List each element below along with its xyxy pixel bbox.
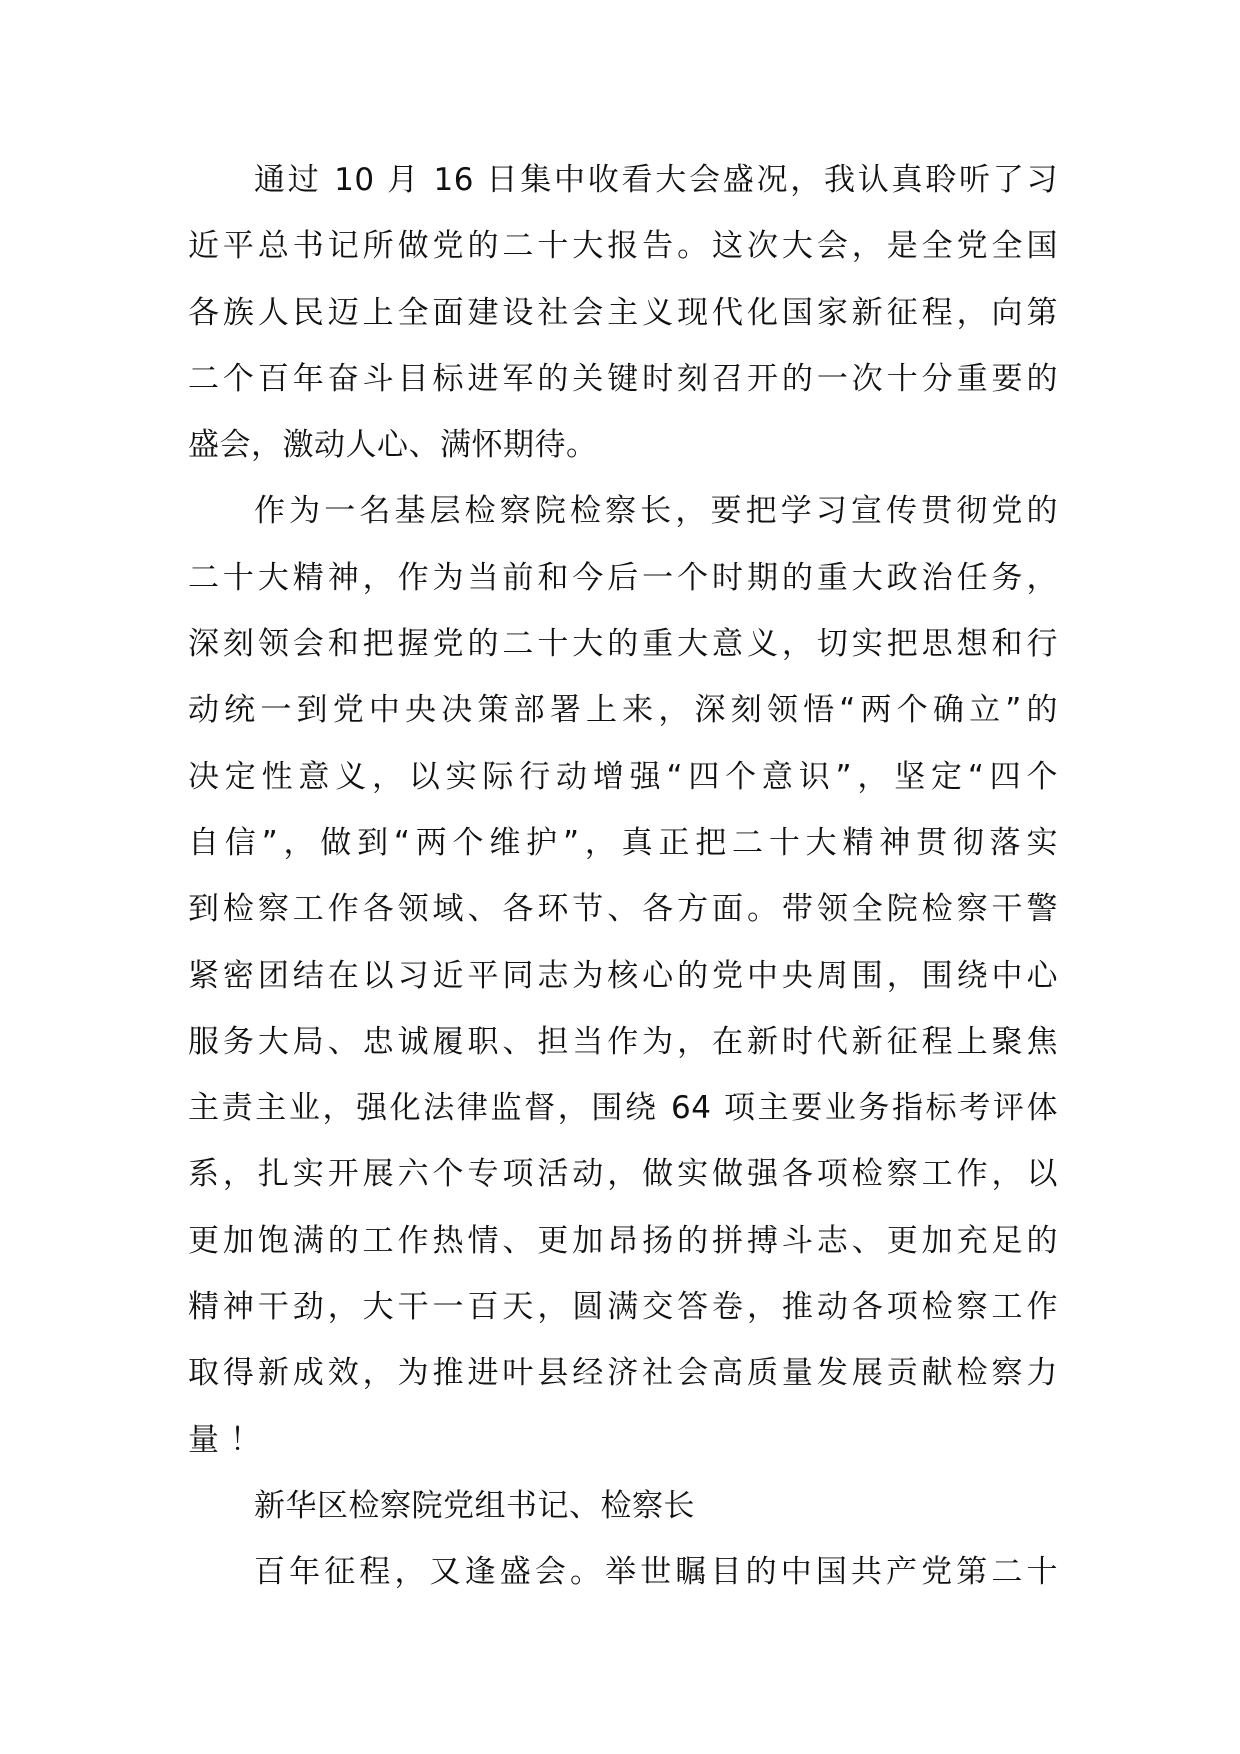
text-line: 通过 10 月 16 日集中收看大会盛况，我认真聆听了习: [254, 162, 1058, 198]
text-line: 作为一名基层检察院检察长，要把学习宣传贯彻党的: [254, 493, 1058, 530]
text-line: 系，扎实开展六个专项活动，做实做强各项检察工作，以: [188, 1156, 1058, 1193]
text-line: 动统一到党中央决策部署上来，深刻领悟“两个确立”的: [188, 692, 1058, 729]
text-line: 取得新成效，为推进叶县经济社会高质量发展贡献检察力: [188, 1355, 1058, 1392]
text-line: 各族人民迈上全面建设社会主义现代化国家新征程，向第: [188, 294, 1058, 331]
text-line: 深刻领会和把握党的二十大的重大意义，切实把思想和行: [188, 626, 1058, 663]
text-line: 决定性意义，以实际行动增强“四个意识”，坚定“四个: [188, 758, 1058, 795]
text-line: 更加饱满的工作热情、更加昂扬的拼搏斗志、更加充足的: [188, 1222, 1058, 1259]
text-line: 量 ！: [188, 1421, 262, 1458]
text-line: 近平总书记所做党的二十大报告。这次大会，是全党全国: [188, 228, 1058, 265]
text-line: 盛会，激动人心、满怀期待。: [188, 427, 598, 464]
text-line: 自信”，做到“两个维护”，真正把二十大精神贯彻落实: [188, 824, 1058, 861]
text-line: 精神干劲，大干一百天，圆满交答卷，推动各项检察工作: [188, 1289, 1058, 1326]
author-line: 新华区检察院党组书记、检察长: [254, 1487, 695, 1524]
text-line: 服务大局、忠诚履职、担当作为，在新时代新征程上聚焦: [188, 1023, 1058, 1060]
text-line: 主责主业，强化法律监督，围绕 64 项主要业务指标考评体: [188, 1090, 1058, 1127]
text-line: 到检察工作各领域、各环节、各方面。带领全院检察干警: [188, 891, 1058, 928]
text-line: 二个百年奋斗目标进军的关键时刻召开的一次十分重要的: [188, 360, 1058, 397]
text-line: 百年征程，又逢盛会。举世瞩目的中国共产党第二十: [254, 1554, 1058, 1591]
text-line: 二十大精神，作为当前和今后一个时期的重大政治任务，: [188, 559, 1058, 596]
text-line: 紧密团结在以习近平同志为核心的党中央周围，围绕中心: [188, 957, 1058, 994]
body-text: [188, 147, 1058, 1606]
